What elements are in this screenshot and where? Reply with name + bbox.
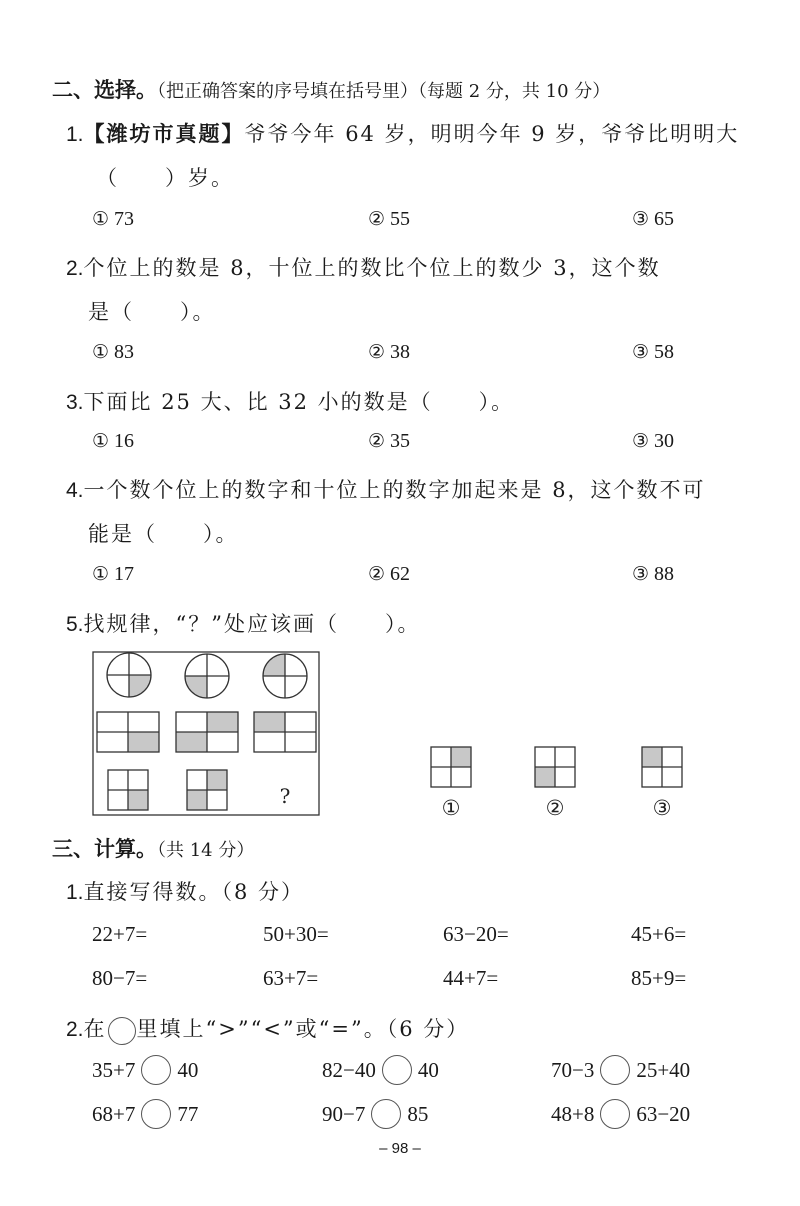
rect-3: [254, 712, 316, 752]
q2-option-2: ② 38: [368, 341, 411, 363]
square-1: [108, 770, 148, 810]
question-text: 找规律，“？”处应该画（ ）。: [83, 612, 421, 636]
choice-label-3: ③: [652, 796, 672, 820]
compare-item: 70−3 25+40: [551, 1055, 690, 1085]
choice-figure-3: [642, 747, 682, 787]
compare-circle[interactable]: [382, 1055, 412, 1085]
question-number: 2.: [66, 257, 84, 280]
compare-item: 48+8 63−20: [551, 1099, 690, 1129]
q1-option-3: ③ 65: [632, 208, 675, 230]
page-number: – 98 –: [379, 1140, 421, 1157]
choice-label-2: ②: [545, 796, 565, 820]
q1-option-1: ① 73: [92, 208, 135, 230]
question-number: 1.: [66, 123, 84, 146]
question-text: 一个数个位上的数字和十位上的数字加起来是 8，这个数不可: [83, 478, 706, 502]
q4-option-3: ③ 88: [632, 563, 675, 585]
calc-item: 44+7=: [443, 966, 499, 990]
q1-option-2: ② 55: [368, 208, 411, 230]
circle-2: [185, 654, 229, 698]
q2-option-3: ③ 58: [632, 341, 675, 363]
question-text: 个位上的数是 8，十位上的数比个位上的数少 3，这个数: [83, 256, 661, 280]
q3-option-1: ① 16: [92, 430, 135, 452]
question-number: 4.: [66, 479, 84, 502]
question-4-line2: 能是（ ）。: [88, 522, 239, 546]
q3-option-3: ③ 30: [632, 430, 675, 452]
choice-figure-2: [535, 747, 575, 787]
question-number: 2.: [66, 1018, 84, 1041]
square-2: [187, 770, 227, 810]
calc-item: 45+6=: [631, 922, 687, 946]
section-2-note: （把正确答案的序号填在括号里）（每题 2 分，共 10 分）: [157, 81, 611, 102]
question-number: 1.: [66, 881, 84, 904]
compare-circle[interactable]: [600, 1055, 630, 1085]
compare-item: 35+7 40: [92, 1055, 198, 1085]
choice-label-1: ①: [441, 796, 461, 820]
section-2-title: 二、选择。: [52, 78, 157, 102]
section-3-title: 三、计算。: [52, 837, 157, 861]
calc-question-1: [66, 876, 304, 906]
rect-2: [176, 712, 238, 752]
question-2-line2: 是（ ）。: [88, 300, 216, 324]
question-text-after: 里填上“>”“<”或“=”。（6 分）: [136, 1017, 470, 1041]
compare-circle[interactable]: [141, 1055, 171, 1085]
q3-option-2: ② 35: [368, 430, 411, 452]
calc-item: 85+9=: [631, 966, 687, 990]
circle-3: [263, 654, 307, 698]
choice-figure-1: [431, 747, 471, 787]
question-mark: ?: [279, 784, 291, 808]
section-3-heading: [52, 833, 254, 863]
calc-item: 63+7=: [263, 966, 319, 990]
compare-circle[interactable]: [141, 1099, 171, 1129]
calc-item: 22+7=: [92, 922, 148, 946]
section-3-note: （共 14 分）: [157, 840, 255, 861]
q4-option-1: ① 17: [92, 563, 135, 585]
circle-1: [107, 653, 151, 697]
question-1-line2: （ ）岁。: [96, 166, 234, 190]
circle-blank-icon: [108, 1017, 136, 1045]
compare-item: 90−7 85: [322, 1099, 428, 1129]
question-number: 3.: [66, 391, 84, 414]
calc-item: 80−7=: [92, 966, 148, 990]
compare-circle[interactable]: [600, 1099, 630, 1129]
q2-option-1: ① 83: [92, 341, 135, 363]
question-text: 直接写得数。（8 分）: [83, 880, 305, 904]
compare-item: 82−40 40: [322, 1055, 439, 1085]
question-text-before: 在: [83, 1017, 107, 1041]
calc-question-2: [66, 1013, 469, 1045]
question-text: 下面比 25 大、比 32 小的数是（ ）。: [83, 390, 515, 414]
question-number: 5.: [66, 613, 84, 636]
calc-item: 63−20=: [443, 922, 509, 946]
compare-circle[interactable]: [371, 1099, 401, 1129]
question-source: 【潍坊市真题】: [83, 122, 245, 146]
rect-1: [97, 712, 159, 752]
q4-option-2: ② 62: [368, 563, 411, 585]
question-text: 爷爷今年 64 岁，明明今年 9 岁，爷爷比明明大: [244, 122, 740, 146]
compare-item: 68+7 77: [92, 1099, 198, 1129]
calc-item: 50+30=: [263, 922, 329, 946]
